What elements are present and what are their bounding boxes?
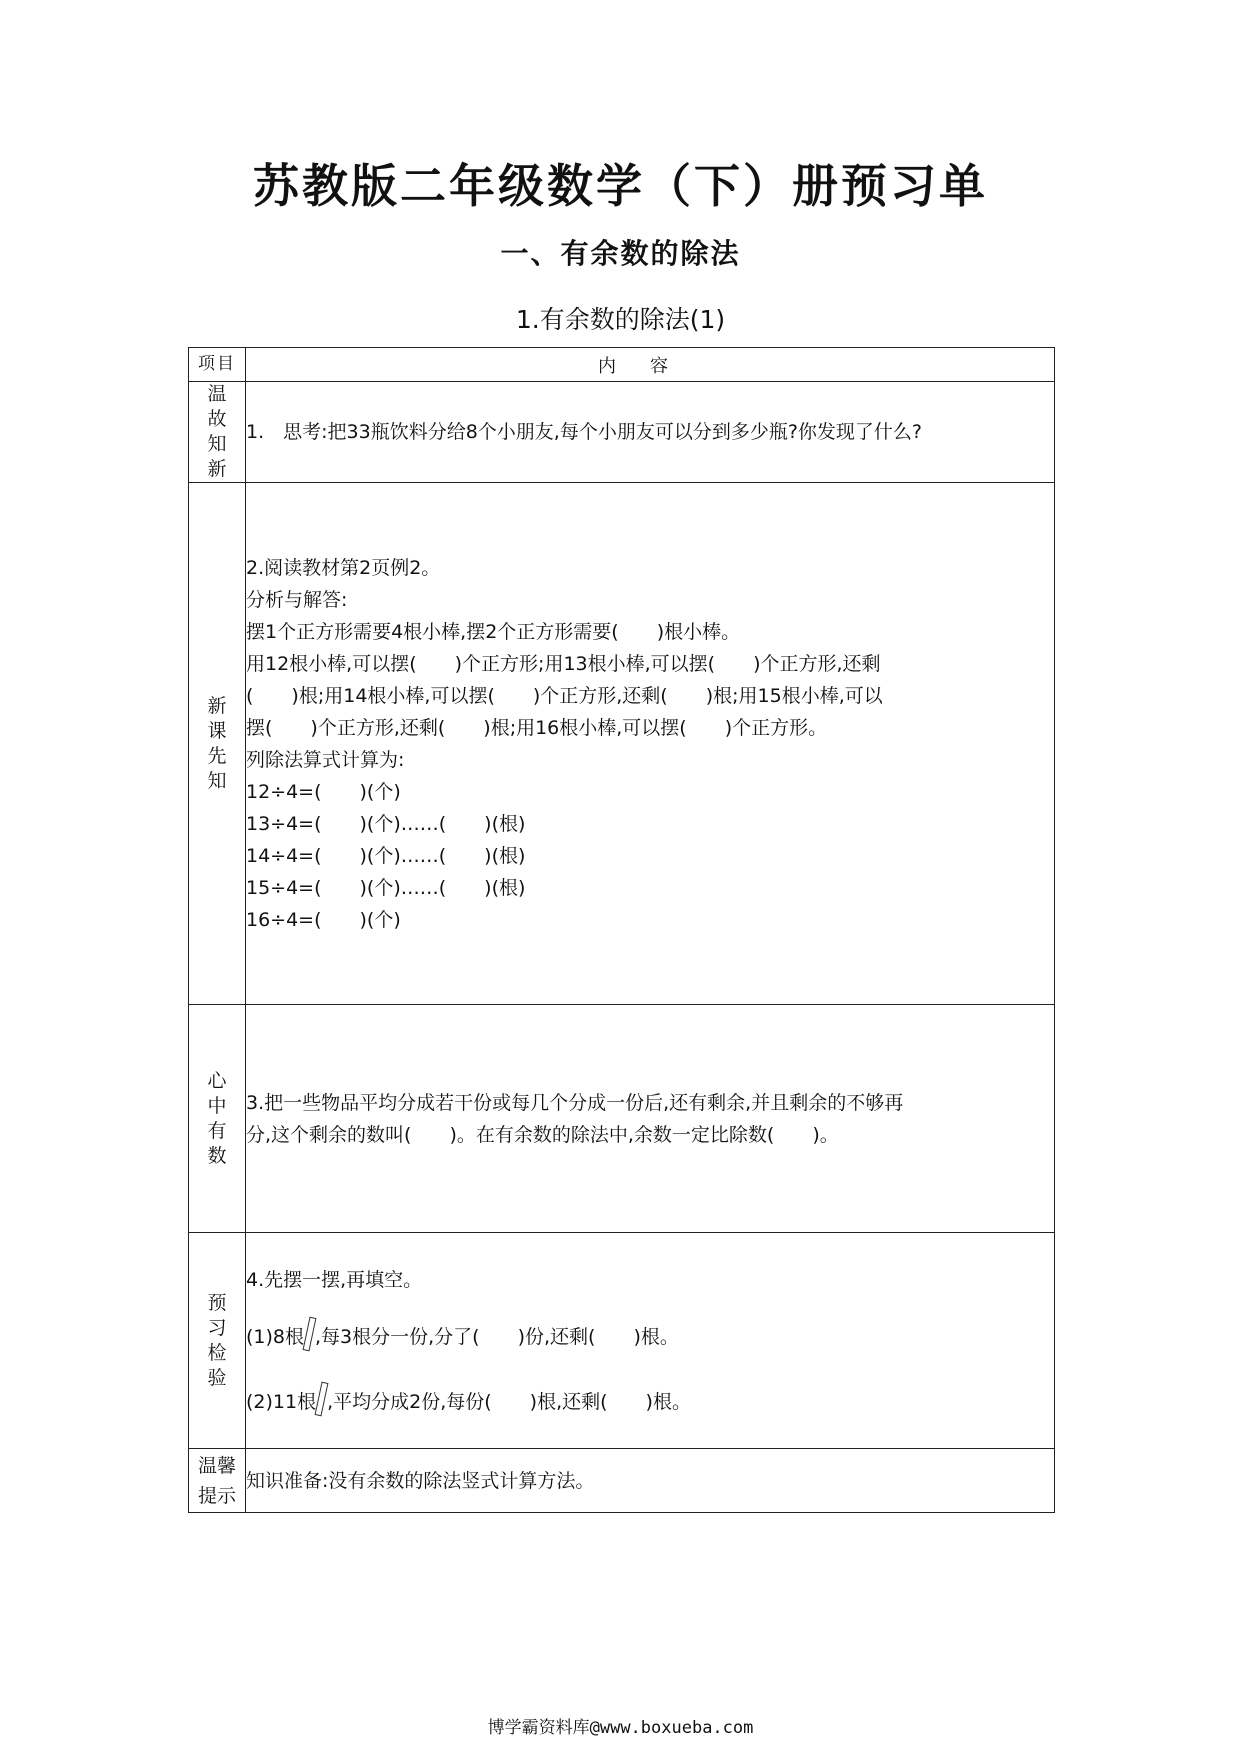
question-4-2: (2)11根 ,平均分成2份,每份( )根,还剩( )根。: [246, 1382, 1054, 1417]
review-content: [246, 382, 1055, 483]
table-row: [189, 483, 1055, 1005]
row-label-understanding: 心 中 有 数: [189, 1005, 246, 1233]
understanding-content: [246, 1005, 1055, 1233]
tip-text: 知识准备:没有余数的除法竖式计算方法。: [246, 1469, 595, 1492]
question-4-1: (1)8根 ,每3根分一份,分了( )份,还剩( )根。: [246, 1317, 1054, 1352]
division-formula: 16÷4=( )(个): [246, 908, 401, 931]
page-title: 苏教版二年级数学（下）册预习单: [253, 159, 988, 213]
unit-title: 一、有余数的除法: [500, 237, 741, 270]
question-3: 3.把一些物品平均分成若干份或每几个分成一份后,还有剩余,并且剩余的不够再: [246, 1091, 904, 1114]
fill-line: 用12根小棒,可以摆( )个正方形;用13根小棒,可以摆( )个正方形,还剩: [246, 652, 881, 675]
fill-line: 摆( )个正方形,还剩( )根;用16根小棒,可以摆( )个正方形。: [246, 716, 828, 739]
tips-content: [246, 1449, 1055, 1513]
division-formula: 13÷4=( )(个)……( )(根): [246, 812, 526, 835]
division-formula: 14÷4=( )(个)……( )(根): [246, 844, 526, 867]
new-lesson-content: [246, 483, 1055, 1005]
question-1: 1. 思考:把33瓶饮料分给8个小朋友,每个小朋友可以分到多少瓶?你发现了什么?: [246, 421, 923, 443]
preview-check-content: [246, 1233, 1055, 1449]
table-row: [189, 1449, 1055, 1513]
question-4: 4.先摆一摆,再填空。: [246, 1268, 423, 1291]
row-label-new-lesson: 新 课 先 知: [189, 483, 246, 1005]
division-formula: 15÷4=( )(个)……( )(根): [246, 876, 526, 899]
table-row: [189, 382, 1055, 483]
division-formula: 12÷4=( )(个): [246, 780, 401, 803]
column-header-item: 项目: [189, 348, 246, 382]
fill-line: ( )根;用14根小棒,可以摆( )个正方形,还剩( )根;用15根小棒,可以: [246, 684, 883, 707]
analysis-heading: 分析与解答:: [246, 588, 348, 611]
watermark-footer: 博学霸资料库@www.boxueba.com: [487, 1718, 754, 1738]
question-3-continued: 分,这个剩余的数叫( )。在有余数的除法中,余数一定比除数( )。: [246, 1123, 839, 1146]
row-label-preview-check: 预 习 检 验: [189, 1233, 246, 1449]
question-2: 2.阅读教材第2页例2。: [246, 556, 441, 579]
formula-heading: 列除法算式计算为:: [246, 748, 405, 771]
row-label-tips: 温馨 提示: [189, 1449, 246, 1513]
lesson-title: 1.有余数的除法(1): [515, 305, 726, 334]
column-header-content: 内容: [246, 348, 1055, 382]
fill-line: 摆1个正方形需要4根小棒,摆2个正方形需要( )根小棒。: [246, 620, 741, 643]
row-label-review: 温 故 知 新: [189, 382, 246, 483]
preview-sheet-table: [188, 347, 1055, 1513]
table-header-row: [189, 348, 1055, 382]
table-row: [189, 1233, 1055, 1449]
table-row: [189, 1005, 1055, 1233]
